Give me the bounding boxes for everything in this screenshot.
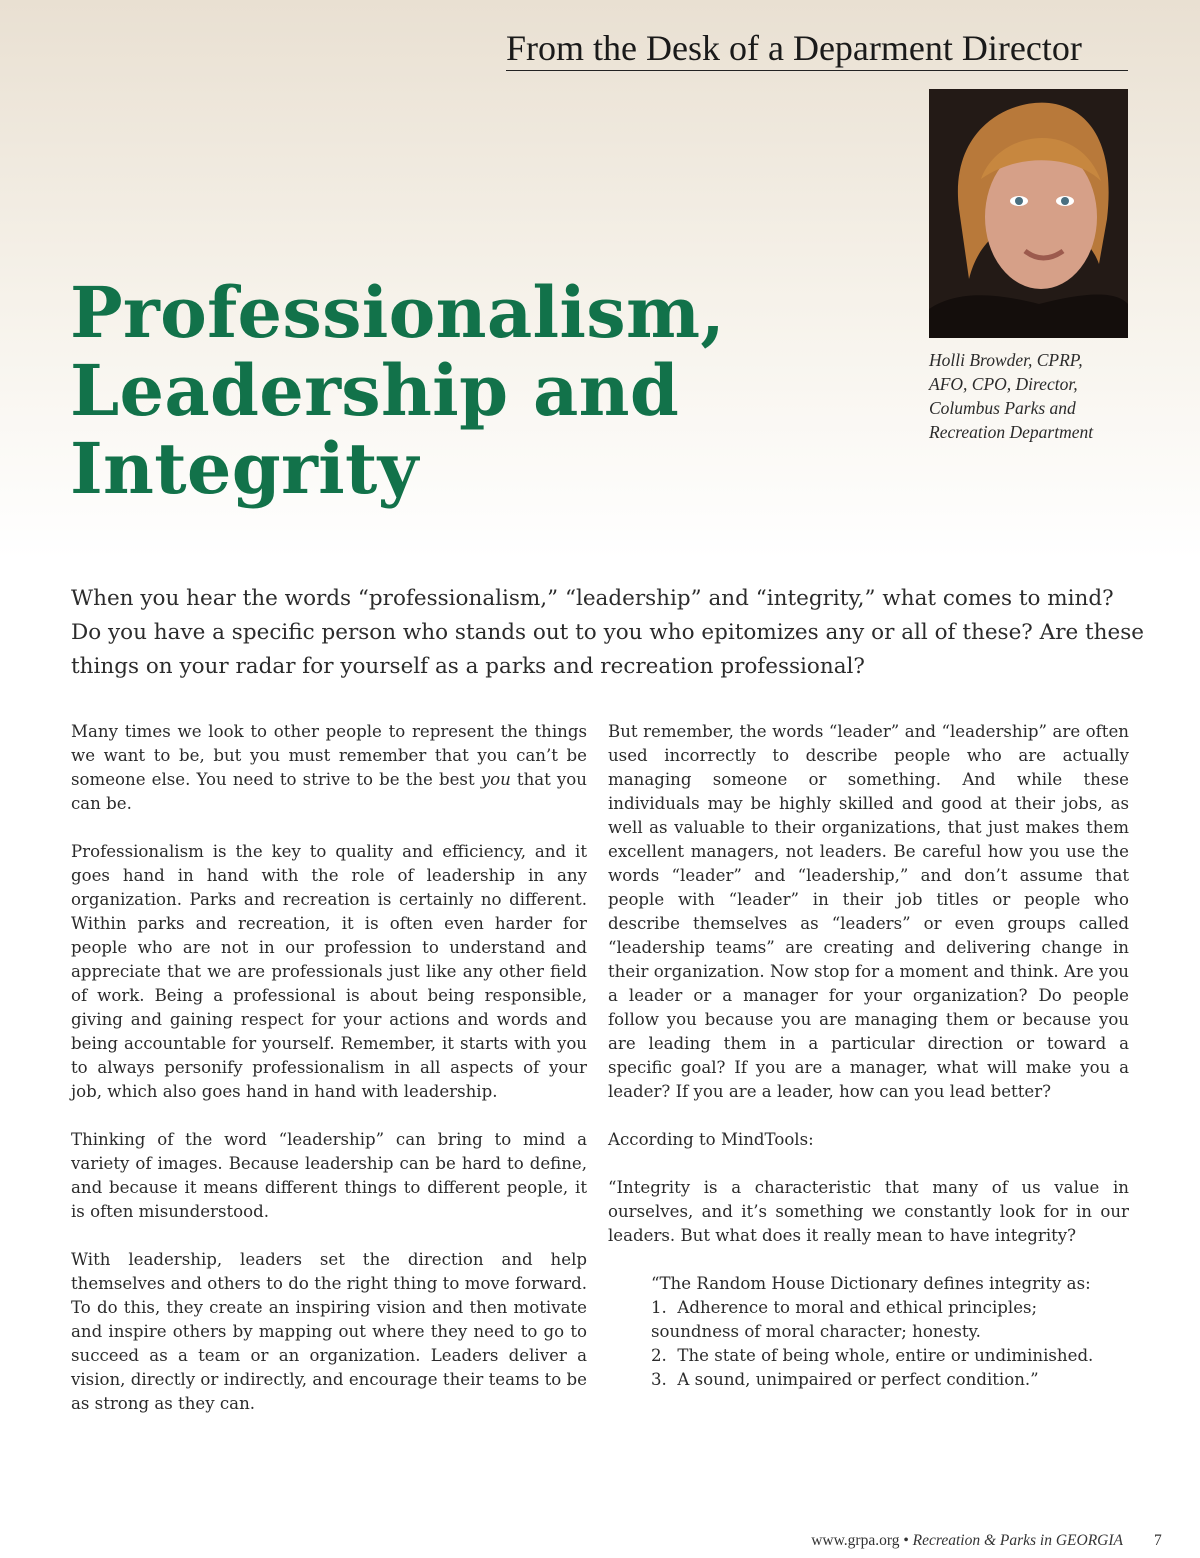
left-column: [71, 720, 587, 1440]
section-header: From the Desk of a Deparment Director: [506, 26, 1128, 71]
page-number: 7: [1154, 1532, 1162, 1549]
title-line: Integrity: [70, 427, 419, 510]
paragraph: With leadership, leaders set the direction and help themselves and others to do the right thing to move forward. To do this, they create an inspiring vision and then motivate and inspire others by mapping out where they need to go to succeed as a team or an organization. Leaders deliver a vision, directly or indirectly, and encourage their teams to be as strong as they can.: [71, 1250, 587, 1413]
quote-item: soundness of moral character; honesty.: [651, 1322, 981, 1341]
title-line: Leadership and: [70, 349, 680, 432]
author-caption: [929, 348, 1129, 444]
caption-line: Holli Browder, CPRP,: [929, 350, 1083, 370]
quote-item: 1. Adherence to moral and ethical principles;: [651, 1298, 1038, 1317]
title-line: Professionalism,: [70, 271, 726, 354]
footer-separator: •: [903, 1532, 909, 1549]
caption-line: AFO, CPO, Director,: [929, 374, 1078, 394]
caption-line: Recreation Department: [929, 422, 1094, 442]
quote-intro: “The Random House Dictionary defines integrity as:: [651, 1274, 1091, 1293]
intro-line: Do you have a specific person who stands out to you who epitomizes any or all of these? Are these: [71, 620, 1144, 645]
footer-website[interactable]: www.grpa.org: [811, 1532, 900, 1549]
footer-magazine-title: Recreation & Parks in GEORGIA: [912, 1532, 1123, 1549]
intro-line: When you hear the words “professionalism,” “leadership” and “integrity,” what comes to mind?: [71, 586, 1114, 611]
article-intro: [71, 582, 1144, 684]
paragraph: “Integrity is a characteristic that many of us value in ourselves, and it’s something we constantly look for in our leaders. But what does it really mean to have integrity?: [608, 1178, 1129, 1245]
right-column: [608, 720, 1129, 1392]
dictionary-quote: [651, 1272, 1129, 1392]
intro-line: things on your radar for yourself as a parks and recreation professional?: [71, 654, 865, 679]
quote-item: 3. A sound, unimpaired or perfect condition.”: [651, 1370, 1039, 1389]
caption-line: Columbus Parks and: [929, 398, 1076, 418]
paragraph: But remember, the words “leader” and “leadership” are often used incorrectly to describe people who are actually managing someone or something. And while these individuals may be highly skilled and good at their jobs, as well as valuable to their organizations, that just makes them excellent managers, not leaders. Be careful how you use the words “leader” and “leadership,” and don’t assume that people with “leader” in their job titles or people who describe themselves as “leaders” or even groups called “leadership teams” are creating and delivering change in their organization. Now stop for a moment and think. Are you a leader or a manager for your organization? Do people follow you because you are managing them or because you are leading them in a particular direction or toward a specific goal? If you are a manager, what will make you a leader? If you are a leader, how can you lead better?: [608, 722, 1129, 1101]
emphasis: you: [480, 770, 511, 789]
paragraph: Many times we look to other people to represent the things we want to be, but you must remember that you can’t be someone else. You need to strive to be the best you that you can be.: [71, 722, 587, 813]
article-title: [70, 271, 726, 510]
portrait-photo-icon: [929, 89, 1128, 338]
page-footer: [811, 1532, 1123, 1550]
author-photo: [929, 89, 1128, 338]
paragraph: According to MindTools:: [608, 1130, 814, 1149]
quote-item: 2. The state of being whole, entire or undiminished.: [651, 1346, 1094, 1365]
paragraph: Professionalism is the key to quality and efficiency, and it goes hand in hand with the role of leadership in any organization. Parks and recreation is certainly no different. Within parks and recreation, it is often even harder for people who are not in our profession to understand and appreciate that we are professionals just like any other field of work. Being a professional is about being responsible, giving and gaining respect for your actions and words and being accountable for yourself. Remember, it starts with you to always personify professionalism in all aspects of your job, which also goes hand in hand with leadership.: [71, 842, 587, 1101]
paragraph: Thinking of the word “leadership” can bring to mind a variety of images. Because leadership can be hard to define, and because it means different things to different people, it is often misunderstood.: [71, 1130, 587, 1221]
